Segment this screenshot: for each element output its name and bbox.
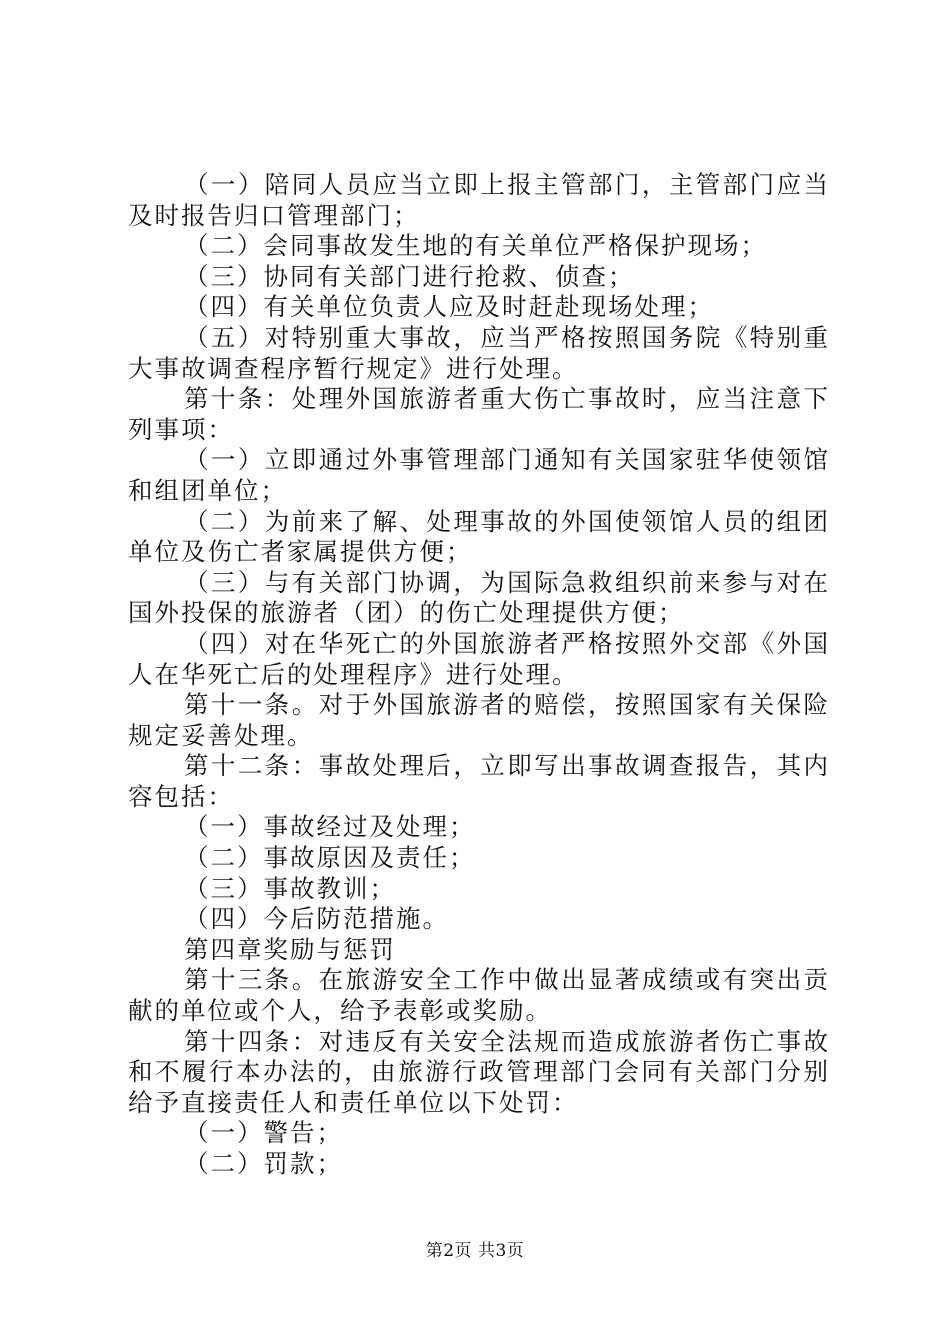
article-heading: 第十一条。对于外国旅游者的赔偿，按照国家有关保险规定妥善处理。 — [128, 690, 830, 750]
document-body — [128, 170, 830, 1180]
article-heading: 第十二条：事故处理后，立即写出事故调查报告，其内容包括： — [128, 751, 830, 811]
paragraph: （五）对特别重大事故，应当严格按照国务院《特别重大事故调查程序暂行规定》进行处理。 — [128, 322, 830, 383]
paragraph: （四）有关单位负责人应及时赶赴现场处理； — [184, 292, 714, 322]
paragraph: （四）对在华死亡的外国旅游者严格按照外交部《外国人在华死亡后的处理程序》进行处理。 — [128, 628, 830, 689]
paragraph: （一）立即通过外事管理部门通知有关国家驻华使领馆和组团单位； — [128, 445, 830, 505]
paragraph: （二）会同事故发生地的有关单位严格保护现场； — [184, 231, 767, 261]
paragraph: （三）与有关部门协调，为国际急救组织前来参与对在国外投保的旅游者（团）的伤亡处理提供方便； — [128, 567, 830, 628]
page-number-footer: 第2页 共3页 — [425, 1241, 525, 1261]
paragraph: （一）警告； — [184, 1118, 343, 1148]
paragraph: （三）协同有关部门进行抢救、侦查； — [184, 261, 635, 291]
paragraph: （二）事故原因及责任； — [184, 843, 476, 873]
chapter-heading: 第四章奖励与惩罚 — [184, 934, 396, 964]
article-heading: 第十四条：对违反有关安全法规而造成旅游者伤亡事故和不履行本办法的，由旅游行政管理部门会同有关部门分别给予直接责任人和责任单位以下处罚： — [128, 1026, 830, 1117]
article-heading: 第十条：处理外国旅游者重大伤亡事故时，应当注意下列事项： — [128, 384, 830, 444]
paragraph: （二）为前来了解、处理事故的外国使领馆人员的组团单位及伤亡者家属提供方便； — [128, 506, 830, 567]
paragraph: （一）事故经过及处理； — [184, 812, 476, 842]
paragraph: （三）事故教训； — [184, 873, 396, 903]
paragraph: （一）陪同人员应当立即上报主管部门，主管部门应当及时报告归口管理部门； — [128, 170, 830, 230]
article-heading: 第十三条。在旅游安全工作中做出显著成绩或有突出贡献的单位或个人，给予表彰或奖励。 — [128, 965, 830, 1026]
paragraph: （四）今后防范措施。 — [184, 904, 449, 934]
paragraph: （二）罚款； — [184, 1149, 343, 1178]
